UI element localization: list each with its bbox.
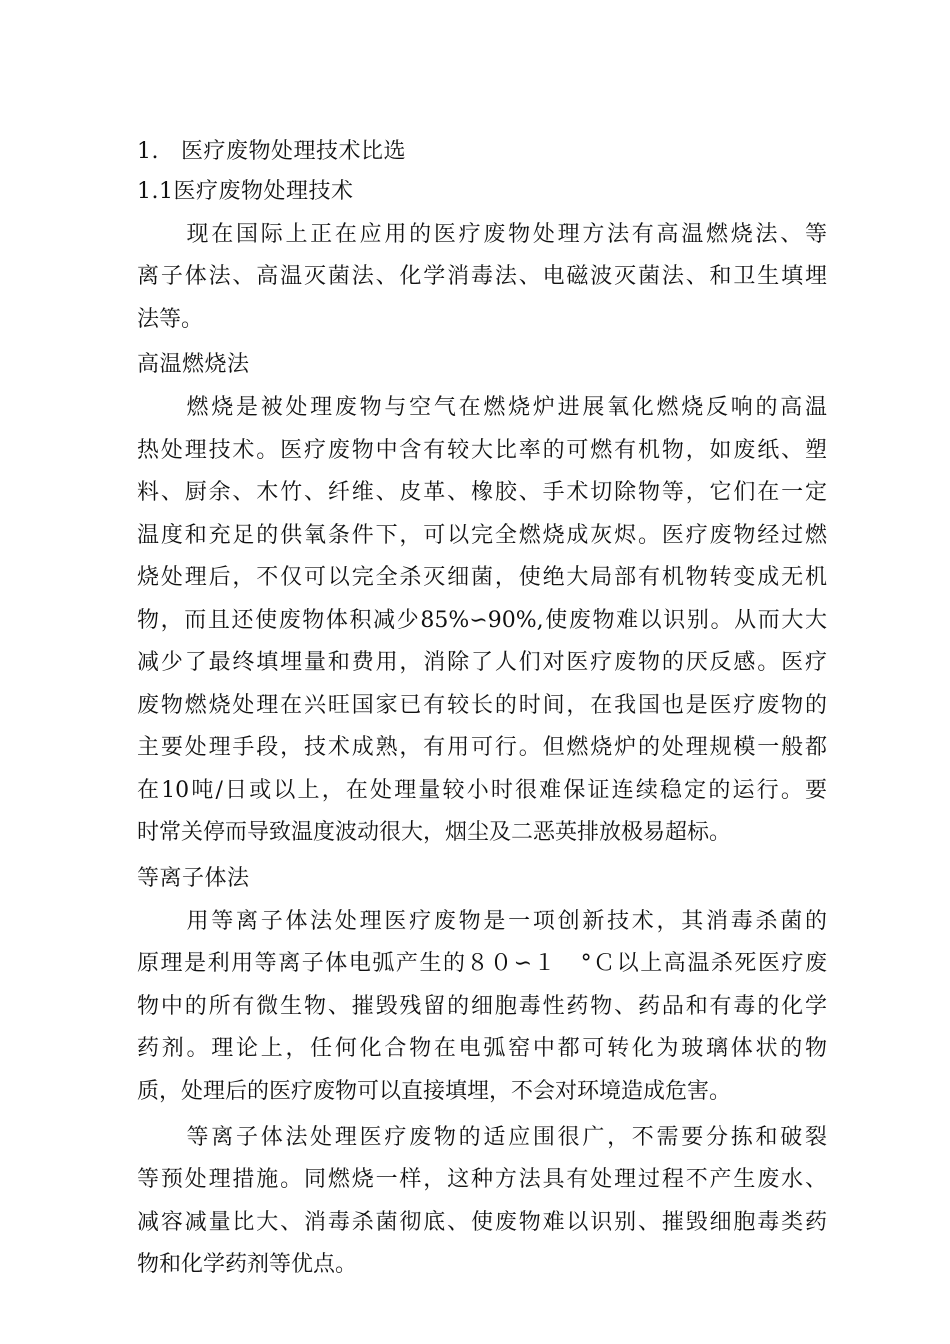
paragraph-line: 温度和充足的供氧条件下，可以完全燃烧成灰烬。医疗废物经过燃 [137,523,827,548]
subsection-title: 1.1医疗废物处理技术 [137,179,354,204]
paragraph-line: 料、厨余、木竹、纤维、皮革、橡胶、手术切除物等，它们在一定 [137,480,827,505]
paragraph-line: 燃烧是被处理废物与空气在燃烧炉进展氧化燃烧反响的高温 [137,395,827,420]
paragraph-line: 法等。 [137,307,204,332]
paragraph-line: 等预处理措施。同燃烧一样，这种方法具有处理过程不产生废水、 [137,1167,827,1192]
paragraph-line: 热处理技术。医疗废物中含有较大比率的可燃有机物，如废纸、塑 [137,438,827,463]
heading-plasma: 等离子体法 [137,866,250,891]
section-title-text: 医疗废物处理技术比选 [181,139,407,164]
paragraph-line: 减容减量比大、消毒杀菌彻底、使废物难以识别、摧毁细胞毒类药 [137,1210,827,1235]
paragraph-line: 时常关停而导致温度波动很大，烟尘及二恶英排放极易超标。 [137,820,732,845]
paragraph-line: 原理是利用等离子体电弧产生的８０∽１ °Ｃ以上高温杀死医疗废 [137,951,827,976]
paragraph-line: 质，处理后的医疗废物可以直接填埋，不会对环境造成危害。 [137,1079,732,1104]
paragraph-line: 物，而且还使废物体积减少85%∽90%,使废物难以识别。从而大大 [137,608,827,633]
paragraph-line: 物中的所有微生物、摧毁残留的细胞毒性药物、药品和有毒的化学 [137,994,827,1019]
heading-incineration: 高温燃烧法 [137,352,250,377]
paragraph-line: 离子体法、高温灭菌法、化学消毒法、电磁波灭菌法、和卫生填埋 [137,264,827,289]
paragraph-line: 在10吨/日或以上，在处理量较小时很难保证连续稳定的运行。要 [137,778,827,803]
section-number: 1. [137,139,159,164]
paragraph-line: 物和化学药剂等优点。 [137,1252,358,1277]
paragraph-line: 现在国际上正在应用的医疗废物处理方法有高温燃烧法、等 [137,222,827,247]
paragraph-line: 药剂。理论上，任何化合物在电弧窑中都可转化为玻璃体状的物 [137,1036,827,1061]
paragraph-line: 减少了最终填埋量和费用，消除了人们对医疗废物的厌反感。医疗 [137,650,827,675]
section-title [137,137,827,167]
paragraph-line: 烧处理后，不仅可以完全杀灭细菌，使绝大局部有机物转变成无机 [137,565,827,590]
paragraph-line: 用等离子体法处理医疗废物是一项创新技术，其消毒杀菌的 [137,909,827,934]
paragraph-line: 等离子体法处理医疗废物的适应围很广，不需要分拣和破裂 [137,1125,827,1150]
paragraph-line: 主要处理手段，技术成熟，有用可行。但燃烧炉的处理规模一般都 [137,735,827,760]
paragraph-line: 废物燃烧处理在兴旺国家已有较长的时间，在我国也是医疗废物的 [137,693,827,718]
